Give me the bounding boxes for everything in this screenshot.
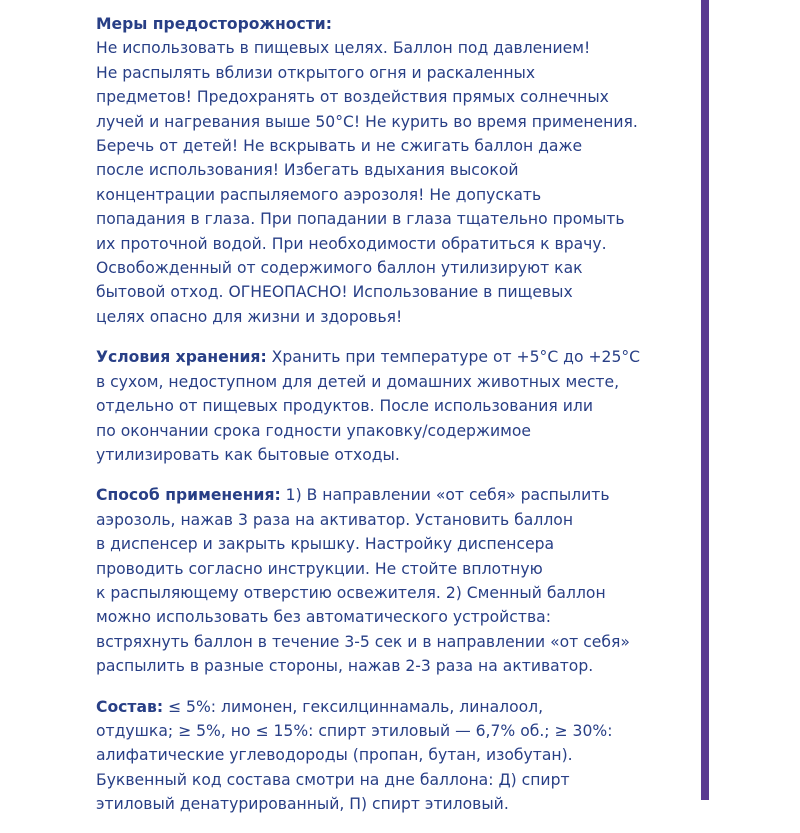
section-heading: Меры предосторожности: xyxy=(96,15,332,33)
section-heading: Условия хранения: xyxy=(96,348,267,367)
text-line: аэрозоль, нажав 3 раза на активатор. Установить баллон xyxy=(96,510,574,529)
text-line: встряхнуть баллон в течение 3-5 сек и в направлении «от себя» xyxy=(96,632,630,651)
text-line: после использования! Избегать вдыхания высокой xyxy=(96,161,519,180)
text-line: в сухом, недоступном для детей и домашних животных месте, xyxy=(96,372,620,391)
text-line: попадания в глаза. При попадании в глаза тщательно промыть xyxy=(96,210,625,229)
section-first-line xyxy=(96,695,696,719)
text-line: Не распылять вблизи открытого огня и раскаленных xyxy=(96,63,536,82)
text-line: к распыляющему отверстию освежителя. 2) Сменный баллон xyxy=(96,583,606,602)
text-line: отдушка; ≥ 5%, но ≤ 15%: спирт этиловый — 6,7% об.; ≥ 30%: xyxy=(96,721,613,740)
text-line: алифатические углеводороды (пропан, бутан, изобутан). xyxy=(96,746,573,765)
text-line: утилизировать как бытовые отходы. xyxy=(96,445,400,464)
text-line: можно использовать без автоматического устройства: xyxy=(96,608,551,627)
text-line: целях опасно для жизни и здоровья! xyxy=(96,307,403,326)
section-storage xyxy=(96,345,696,467)
text-line: Освобожденный от содержимого баллон утилизируют как xyxy=(96,259,583,278)
text-line: в диспенсер и закрыть крышку. Настройку диспенсера xyxy=(96,535,555,554)
text-line: Буквенный код состава смотри на дне баллона: Д) спирт xyxy=(96,770,570,789)
text-line: Беречь от детей! Не вскрывать и не сжигать баллон даже xyxy=(96,137,583,156)
text-line: распылить в разные стороны, нажав 2-3 раза на активатор. xyxy=(96,657,594,676)
section-heading-continuation: ≤ 5%: лимонен, гексилциннамаль, линалоол, xyxy=(163,697,544,716)
section-first-line xyxy=(96,345,696,369)
text-line: лучей и нагревания выше 50°С! Не курить во время применения. xyxy=(96,112,638,131)
text-line: по окончании срока годности упаковку/содержимое xyxy=(96,421,532,440)
section-heading: Состав: xyxy=(96,697,164,716)
text-line: их проточной водой. При необходимости обратиться к врачу. xyxy=(96,234,607,253)
section-heading-continuation: Хранить при температуре от +5°С до +25°С xyxy=(266,348,641,367)
text-line: отдельно от пищевых продуктов. После использования или xyxy=(96,397,593,416)
section-heading: Способ применения: xyxy=(96,486,281,505)
section-heading-continuation: 1) В направлении «от себя» распылить xyxy=(280,486,610,505)
text-line: бытовой отход. ОГНЕОПАСНО! Использование в пищевых xyxy=(96,283,573,302)
section-first-line xyxy=(96,483,696,507)
purple-edge-stripe xyxy=(701,0,709,800)
section-usage xyxy=(96,483,696,678)
label-text xyxy=(96,12,696,833)
text-line: предметов! Предохранять от воздействия прямых солнечных xyxy=(96,88,609,107)
text-line: Не использовать в пищевых целях. Баллон под давлением! xyxy=(96,39,591,58)
text-line: концентрации распыляемого аэрозоля! Не допускать xyxy=(96,185,542,204)
section-precautions xyxy=(96,12,696,329)
section-composition xyxy=(96,695,696,817)
text-line: проводить согласно инструкции. Не стойте вплотную xyxy=(96,559,543,578)
text-line: этиловый денатурированный, П) спирт этиловый. xyxy=(96,795,509,814)
section-first-line xyxy=(96,12,696,36)
